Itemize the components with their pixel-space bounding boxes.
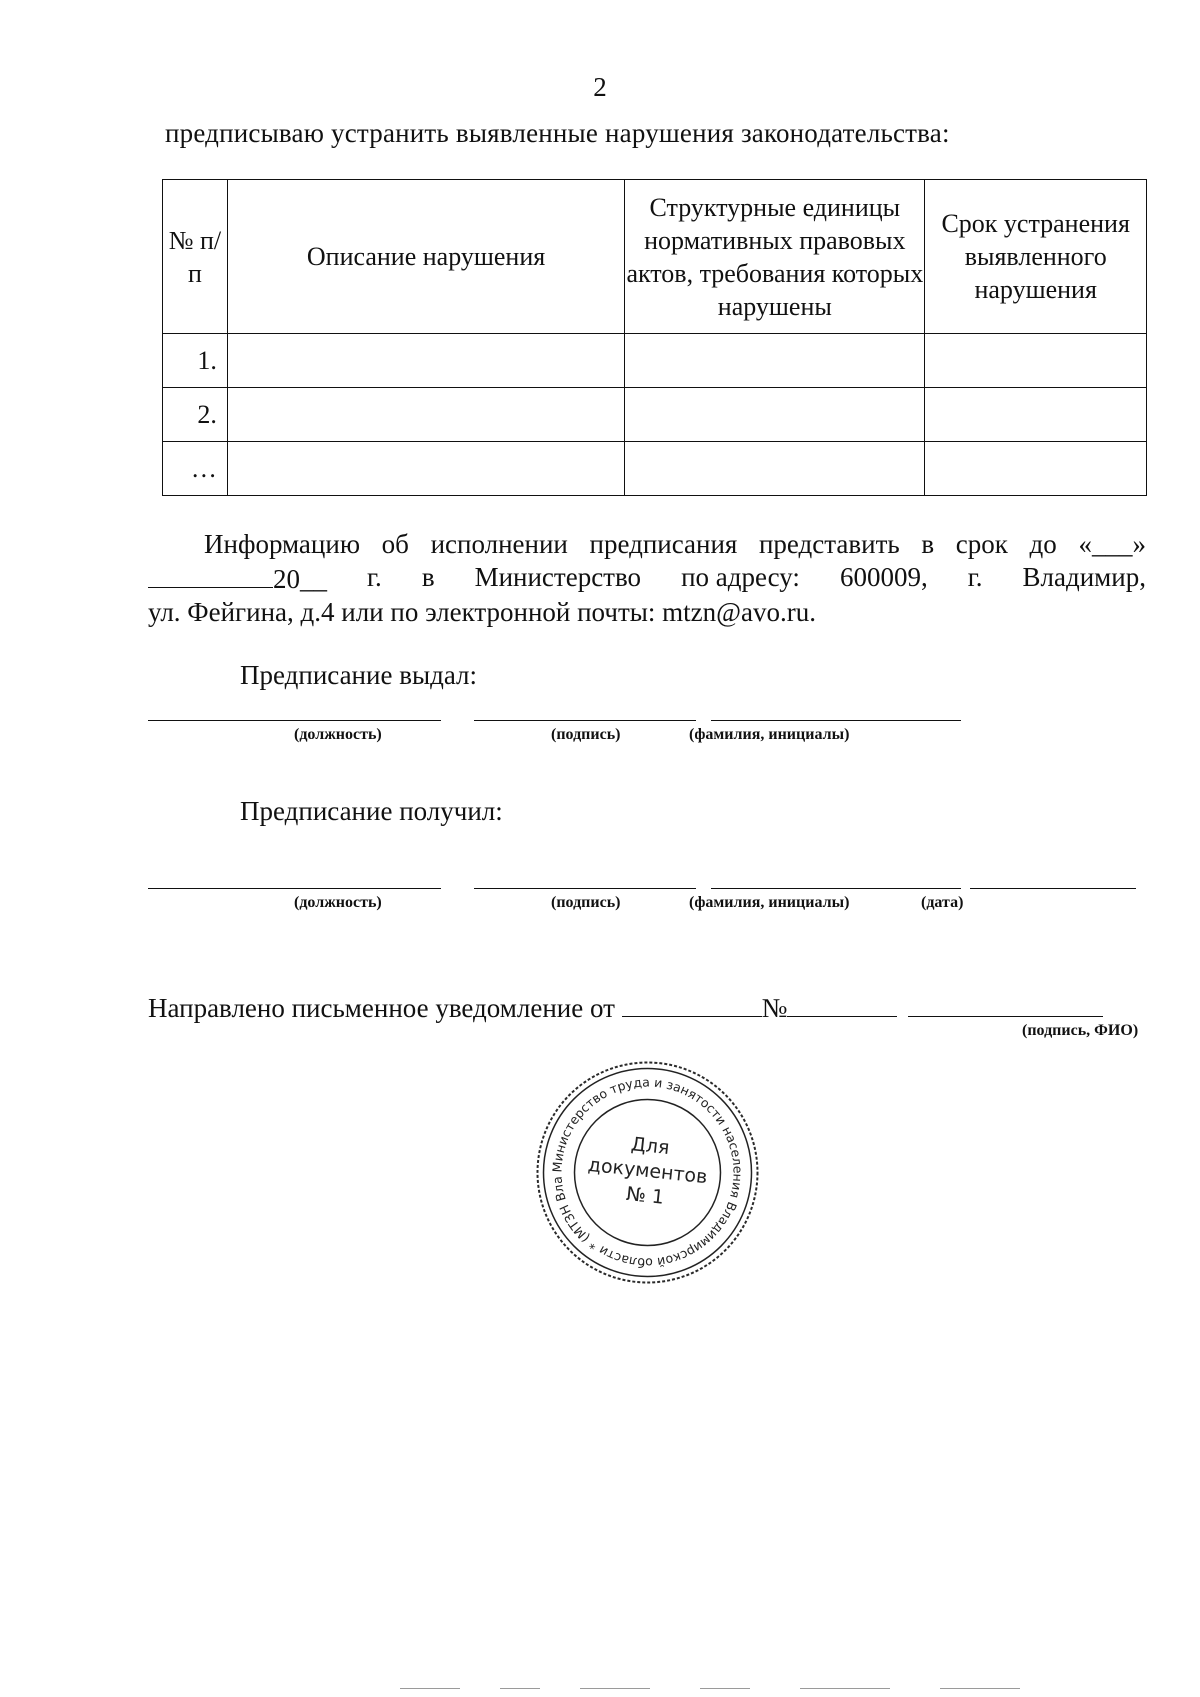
stamp-ring-text: Министерство труда и занятости населения Владимирской области * (МТЗН Вла — [549, 1074, 746, 1271]
row-legal-acts — [625, 442, 925, 496]
table-row — [163, 334, 1147, 388]
issued-position-line — [148, 720, 441, 721]
word: представить — [758, 529, 900, 559]
row-legal-acts — [625, 334, 925, 388]
city: Владимир, — [1022, 562, 1146, 592]
received-position-caption: (должность) — [294, 894, 382, 911]
day-blank: «___» — [1078, 529, 1146, 559]
issued-signature-line — [474, 720, 696, 721]
date-field — [148, 561, 327, 596]
scan-mark — [800, 1688, 890, 1689]
row-number: 1. — [163, 334, 228, 388]
word: Информацию — [204, 529, 360, 559]
issued-heading: Предписание выдал: — [240, 660, 478, 690]
table-row — [163, 388, 1147, 442]
notice-number-blank — [787, 990, 897, 1017]
info-line-1 — [148, 528, 1146, 561]
header-number: № п/п — [163, 180, 228, 334]
notice-date-blank — [622, 990, 762, 1017]
page-number: 2 — [593, 72, 607, 102]
issued-name-caption: (фамилия, инициалы) — [689, 726, 850, 743]
notice-signature-blank — [908, 990, 1103, 1017]
issued-name-line — [711, 720, 961, 721]
received-position-line — [148, 888, 441, 889]
info-paragraph — [148, 528, 1146, 629]
scan-mark — [940, 1688, 1020, 1689]
official-stamp — [535, 1060, 760, 1285]
received-signature-line — [474, 888, 696, 889]
received-date-caption: (дата) — [921, 894, 964, 911]
violations-table — [162, 179, 1147, 496]
intro-text: предписываю устранить выявленные нарушения законодательства: — [165, 118, 950, 148]
word: по адресу: — [681, 562, 800, 592]
word: г. — [367, 562, 382, 592]
scan-mark — [400, 1688, 460, 1689]
info-line-2 — [148, 561, 1146, 596]
postal-code: 600009, — [839, 562, 928, 592]
row-description — [227, 334, 624, 388]
scan-mark — [700, 1688, 750, 1689]
row-deadline — [925, 442, 1147, 496]
received-heading: Предписание получил: — [240, 796, 503, 826]
table-row — [163, 442, 1147, 496]
scan-mark — [500, 1688, 540, 1689]
received-date-line — [970, 888, 1136, 889]
word: г. — [967, 562, 983, 592]
header-description: Описание нарушения — [227, 180, 624, 334]
issued-position-caption: (должность) — [294, 726, 382, 743]
word: об — [381, 529, 409, 559]
word: в — [921, 529, 935, 559]
row-deadline — [925, 388, 1147, 442]
received-signature-caption: (подпись) — [551, 894, 621, 911]
word: срок — [955, 529, 1008, 559]
row-description — [227, 388, 624, 442]
word: Министерство — [474, 562, 642, 592]
stamp-center-line-3: № 1 — [625, 1182, 666, 1209]
word: предписания — [589, 529, 738, 559]
notice-caption: (подпись, ФИО) — [1022, 1022, 1139, 1039]
row-legal-acts — [625, 388, 925, 442]
info-line-3: ул. Фейгина, д.4 или по электронной почты: mtzn@avo.ru. — [148, 597, 816, 627]
notice-text: Направлено письменное уведомление от — [148, 993, 615, 1023]
word: исполнении — [430, 529, 568, 559]
header-legal-acts: Структурные единицы нормативных правовых актов, требования которых нарушены — [625, 180, 925, 334]
stamp-center-line-1: Для — [630, 1133, 671, 1160]
stamp-center-line-2: документов — [586, 1153, 709, 1189]
row-deadline — [925, 334, 1147, 388]
month-blank — [148, 561, 273, 588]
row-number: 2. — [163, 388, 228, 442]
word: до — [1029, 529, 1057, 559]
notice-line — [148, 990, 1103, 1024]
header-deadline: Срок устранения выявленного нарушения — [925, 180, 1147, 334]
row-number: … — [163, 442, 228, 496]
issued-signature-caption: (подпись) — [551, 726, 621, 743]
received-name-caption: (фамилия, инициалы) — [689, 894, 850, 911]
stamp-icon — [535, 1060, 760, 1285]
number-sign: № — [761, 993, 788, 1023]
table-header-row — [163, 180, 1147, 334]
row-description — [227, 442, 624, 496]
scan-mark — [580, 1688, 650, 1689]
received-name-line — [711, 888, 961, 889]
year-blank: 20__ — [273, 564, 327, 594]
word: в — [421, 562, 435, 592]
